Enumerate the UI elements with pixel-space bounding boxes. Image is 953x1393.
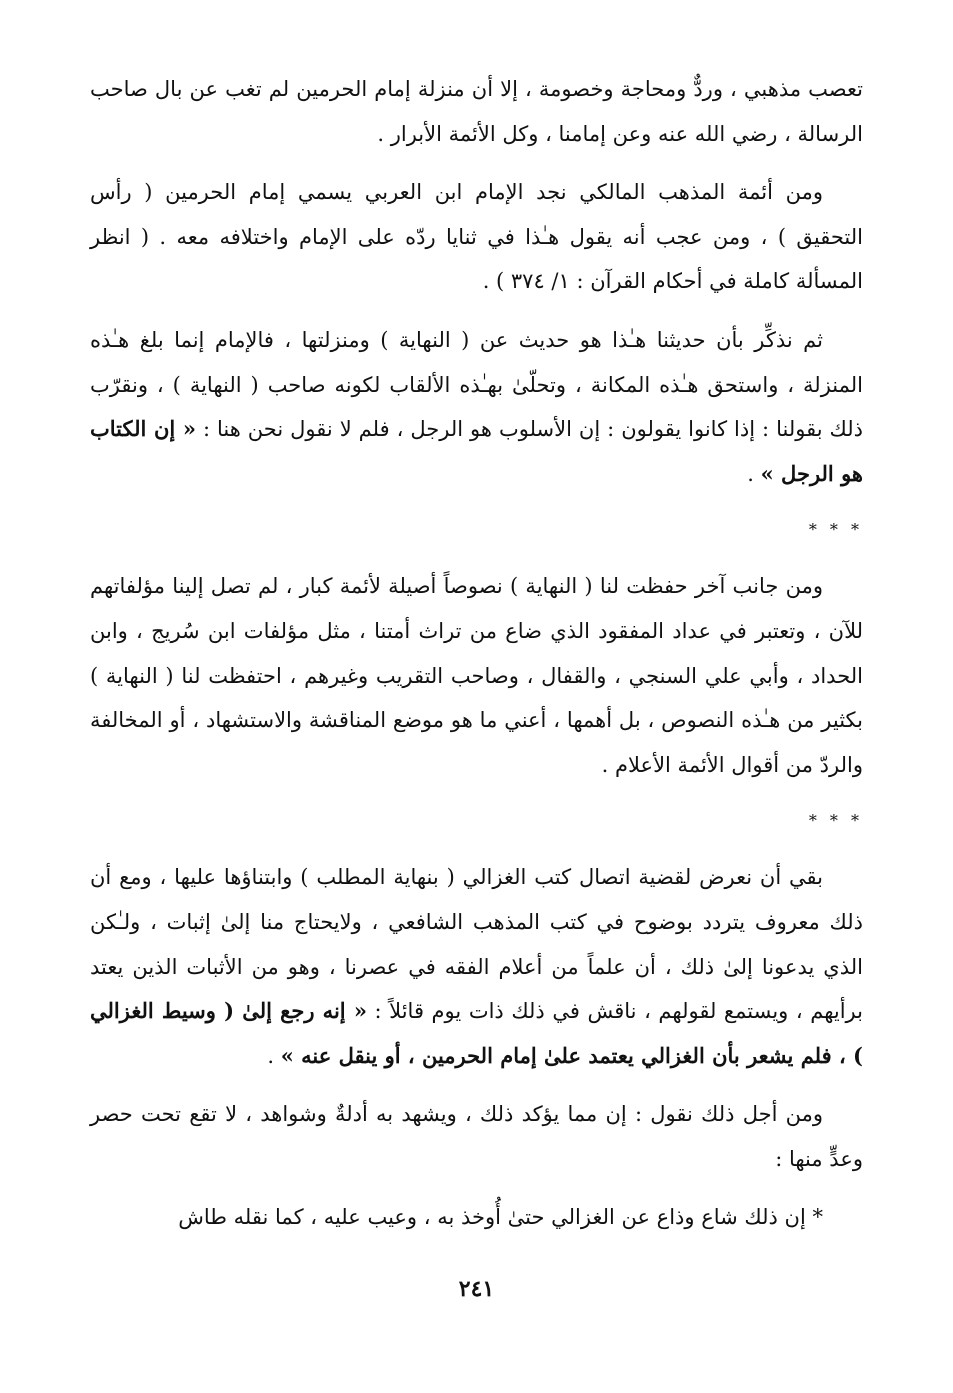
paragraph-5-end: .: [267, 1043, 275, 1068]
paragraph-6-text: ومن أجل ذلك نقول : إن مما يؤكد ذلك ، ويشهد به أدلةٌ وشواهد ، لا تقع تحت حصر وعدٍّ منها :: [90, 1102, 863, 1171]
section-separator: * * *: [808, 520, 863, 540]
page-body: [90, 67, 863, 1240]
paragraph-5-quote: « إنه رجع إلىٰ ( وسيط الغزالي ) ، فلم يشعر بأن الغزالي يعتمد علىٰ إمام الحرمين ، أو ينقل عنه »: [90, 998, 863, 1068]
paragraph-4: [90, 564, 863, 787]
paragraph-1-text: تعصب مذهبي ، وردٌّ ومحاجة وخصومة ، إلا أن منزلة إمام الحرمين لم تغب عن بال صاحب الرسالة ، رضي الله عنه وعن إمامنا ، وكل الأئمة الأبرار .: [90, 77, 863, 146]
paragraph-7: [90, 1195, 863, 1240]
paragraph-6: [90, 1092, 863, 1181]
page-number: ٢٤١: [458, 1276, 495, 1302]
paragraph-gap: [90, 156, 863, 170]
paragraph-3: [90, 318, 863, 496]
section-separator: * * *: [808, 811, 863, 831]
paragraph-7-text: إن ذلك شاع وذاع عن الغزالي حتىٰ أُوخذ به ، وعيب عليه ، كما نقله طاش: [178, 1205, 806, 1230]
bullet-star-icon: *: [812, 1205, 823, 1230]
paragraph-2: [90, 170, 863, 304]
paragraph-gap: [90, 1078, 863, 1092]
paragraph-1: [90, 67, 863, 156]
paragraph-5: [90, 855, 863, 1078]
paragraph-3-quote: « إن الكتاب هو الرجل »: [90, 416, 863, 486]
paragraph-5-text: بقي أن نعرض لقضية اتصال كتب الغزالي ( بنهاية المطلب ) وابتناؤها عليها ، ومع أن ذلك معروف يتردد بوضوح في كتب المذهب الشافعي ، ولايحتاج منا إلىٰ إثبات ، ولـٰكن الذي يدعونا إلىٰ ذلك ، أن علماً من أعلام الفقه في عصرنا ، وهو من الأثبات الذين يعتد برأيهم ، ويستمع لقولهم ، ناقش في ذلك ذات يوم قائلاً :: [90, 865, 863, 1024]
paragraph-gap: [90, 304, 863, 318]
paragraph-3-text: ثم نذكِّر بأن حديثنا هـٰذا هو حديث عن ( النهاية ) ومنزلتها ، فالإمام إنما بلغ هـٰذه المنزلة ، واستحق هـٰذه المكانة ، وتحلّىٰ بهـٰذه الألقاب لكونه صاحب ( النهاية ) ، ونقرّب ذلك بقولنا : إذا كانوا يقولون : إن الأسلوب هو الرجل ، فلم لا نقول نحن هنا :: [90, 327, 863, 442]
paragraph-gap: [90, 1181, 863, 1195]
paragraph-2-text: ومن أئمة المذهب المالكي نجد الإمام ابن العربي يسمي إمام الحرمين ( رأس التحقيق ) ، ومن عجب أنه يقول هـٰذا في ثنايا ردّه على الإمام واختلافه معه . ( انظر المسألة كاملة في أحكام القرآن : ١/ ٣٧٤ ) .: [90, 180, 863, 294]
paragraph-4-text: ومن جانب آخر حفظت لنا ( النهاية ) نصوصاً أصيلة لأئمة كبار ، لم تصل إلينا مؤلفاتهم للآن ، وتعتبر في عداد المفقود الذي ضاع من تراث أمتنا ، مثل مؤلفات ابن سُريج ، وابن الحداد ، وأبي علي السنجي ، والقفال ، وصاحب التقريب وغيرهم ، احتفظت لنا ( النهاية ) بكثير من هـٰذه النصوص ، بل أهمها ، أعني ما هو موضع المناقشة والاستشهاد ، أو المخالفة والردّ من أقوال الأئمة الأعلام .: [90, 574, 863, 777]
paragraph-3-end: .: [747, 461, 754, 486]
